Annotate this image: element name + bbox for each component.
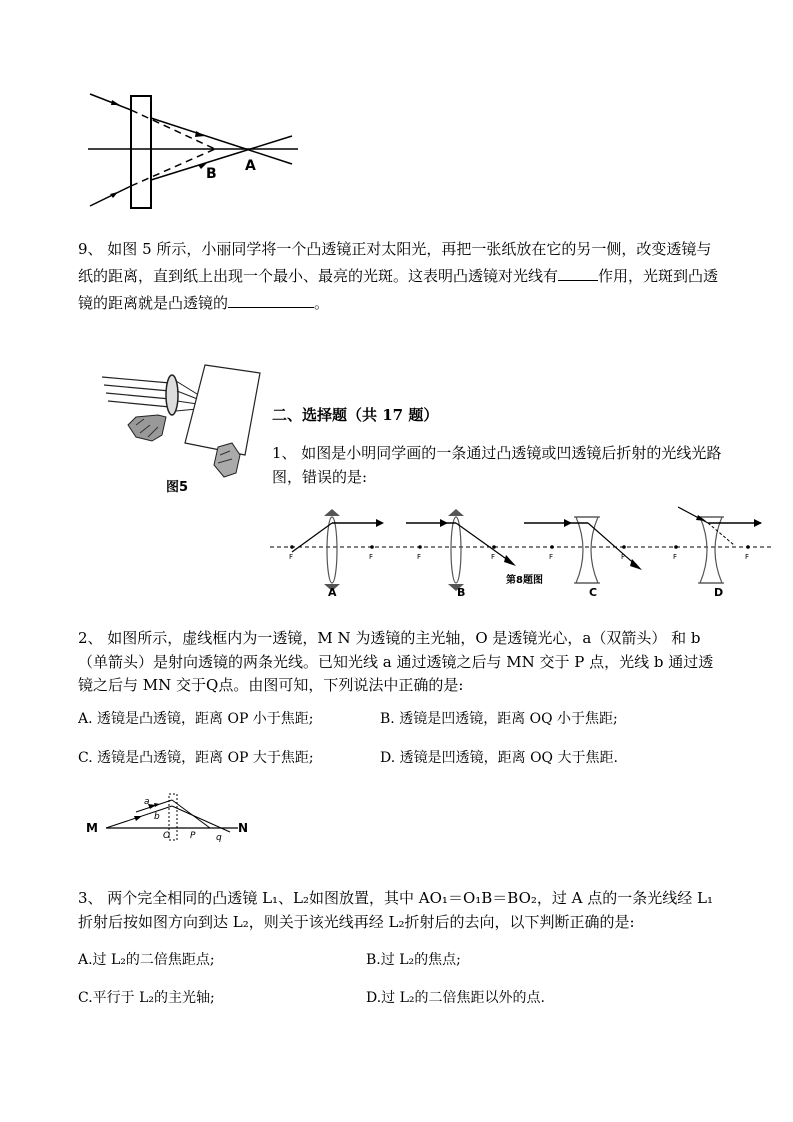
question-9-text-1: 9、 如图 5 所示，小丽同学将一个凸透镜正对太阳光，再把一张纸放在它的另一侧，改变透镜与纸的距离，直到纸上出现一个最小、最亮的光斑。这表明凸透镜对光线有 bbox=[78, 240, 712, 285]
diagram-label-d: D bbox=[714, 586, 724, 599]
svg-text:q: q bbox=[216, 833, 222, 842]
lens-box bbox=[131, 96, 151, 208]
svg-text:b: b bbox=[154, 812, 160, 822]
diagram-label-c: C bbox=[589, 586, 598, 599]
diagram-label-a: A bbox=[328, 586, 337, 599]
lens-b bbox=[451, 517, 461, 583]
lens-c bbox=[576, 517, 598, 583]
question-1-diagrams bbox=[268, 505, 773, 605]
svg-text:F: F bbox=[621, 553, 626, 561]
svg-text:O: O bbox=[163, 831, 171, 841]
diagram-label-b: B bbox=[457, 586, 466, 599]
figure-5-caption: 图5 bbox=[166, 480, 189, 495]
svg-text:P: P bbox=[190, 831, 196, 841]
question-2-diagram bbox=[84, 792, 254, 842]
svg-text:F: F bbox=[417, 553, 422, 561]
point-a-label: A bbox=[245, 158, 256, 174]
answer-blank-1[interactable] bbox=[558, 266, 598, 281]
question-9-text-3: 。 bbox=[314, 294, 330, 312]
svg-text:a: a bbox=[144, 797, 150, 807]
question-2-option-b[interactable]: B. 透镜是凹透镜，距离 OQ 小于焦距; bbox=[380, 711, 618, 727]
section-title: 二、选择题（共 17 题） bbox=[272, 406, 439, 424]
question-2-option-a[interactable]: A. 透镜是凸透镜，距离 OP 小于焦距; bbox=[78, 711, 314, 727]
question-9 bbox=[78, 236, 720, 317]
lens-a bbox=[327, 517, 337, 583]
svg-text:F: F bbox=[549, 553, 554, 561]
lens-d bbox=[700, 517, 722, 583]
svg-text:M: M bbox=[86, 821, 98, 835]
question-3-option-d[interactable]: D.过 L₂的二倍焦距以外的点. bbox=[366, 990, 545, 1006]
svg-text:F: F bbox=[491, 553, 496, 561]
svg-text:F: F bbox=[369, 553, 374, 561]
svg-text:F: F bbox=[289, 553, 294, 561]
question-3-option-c[interactable]: C.平行于 L₂的主光轴; bbox=[78, 990, 215, 1006]
question-3-option-a[interactable]: A.过 L₂的二倍焦距点; bbox=[78, 952, 215, 968]
figure-5-illustration bbox=[100, 355, 272, 500]
point-b-label: B bbox=[206, 166, 217, 182]
question-2-option-c[interactable]: C. 透镜是凸透镜，距离 OP 大于焦距; bbox=[78, 750, 314, 766]
question-1: 1、 如图是小明同学画的一条通过凸透镜或凹透镜后折射的光线光路图，错误的是: bbox=[272, 444, 722, 486]
svg-text:F: F bbox=[745, 553, 750, 561]
diagram-caption: 第8题图 bbox=[506, 575, 543, 586]
question-2-option-d[interactable]: D. 透镜是凹透镜，距离 OQ 大于焦距. bbox=[380, 750, 618, 766]
svg-text:N: N bbox=[238, 821, 249, 835]
answer-blank-2[interactable] bbox=[228, 293, 314, 308]
question-3-option-b[interactable]: B.过 L₂的焦点; bbox=[366, 952, 461, 968]
top-lens-diagram bbox=[80, 88, 310, 218]
question-3: 3、 两个完全相同的凸透镜 L₁、L₂如图放置，其中 AO₁＝O₁B＝BO₂，过 A 点的一条光线经 L₁折射后按如图方向到达 L₂，则关于该光线再经 L₂折射后的去向，以下判断正确的是: bbox=[78, 889, 713, 931]
question-9-text-2: 作用，光斑到凸透镜的距离就是凸透镜的 bbox=[78, 267, 719, 312]
question-2: 2、 如图所示，虚线框内为一透镜，M N 为透镜的主光轴，O 是透镜光心，a（双箭头） 和 b（单箭头）是射向透镜的两条光线。已知光线 a 通过透镜之后与 MN 交于 P 点，光线 b 通过透镜之后与 MN 交于Q点。由图可知，下列说法中正确的是: bbox=[78, 629, 714, 694]
svg-text:F: F bbox=[673, 553, 678, 561]
